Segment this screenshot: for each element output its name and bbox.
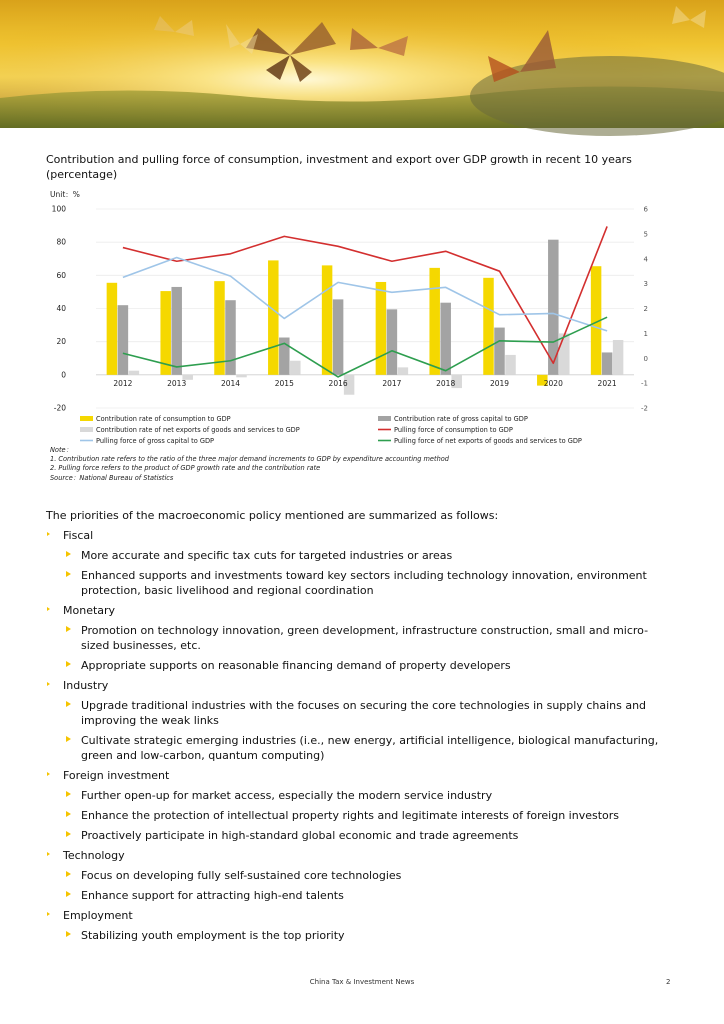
category-industry [46, 678, 676, 693]
x-axis-tick-label: 2015 [274, 378, 294, 388]
list-item: Enhanced supports and investments toward key sectors including technology innovation, environment protection, basic livelihood and regional coordination [46, 568, 676, 598]
left-axis-tick-label: 100 [51, 204, 66, 214]
bar [613, 340, 624, 375]
bullet-icon [47, 607, 50, 611]
arrow-bullet-icon [66, 626, 71, 632]
legend-label: Contribution rate of consumption to GDP [96, 415, 231, 423]
bar [290, 361, 301, 375]
bar [494, 328, 505, 375]
series-line [123, 258, 607, 331]
arrow-bullet-icon [66, 661, 71, 667]
category-technology [46, 848, 676, 863]
bullet-icon [47, 772, 50, 776]
chart-bars [107, 240, 624, 395]
arrow-bullet-icon [66, 701, 71, 707]
chart-legend [80, 415, 582, 445]
arrow-bullet-icon [66, 811, 71, 817]
right-axis-tick-label: 1 [643, 329, 648, 338]
legend-swatch [378, 416, 391, 421]
left-axis-ticks [52, 205, 67, 413]
category-title: Employment [63, 909, 133, 922]
gdp-contribution-chart [44, 186, 648, 445]
bar [322, 265, 333, 374]
header-banner-image [0, 0, 724, 128]
list-item: More accurate and specific tax cuts for targeted industries or areas [46, 548, 676, 563]
legend-label: Pulling force of net exports of goods and services to GDP [394, 437, 582, 445]
category-title: Technology [63, 849, 125, 862]
category-title: Fiscal [63, 529, 94, 542]
list-item: Stabilizing youth employment is the top priority [46, 928, 676, 943]
bar [107, 283, 118, 375]
chart-lines [123, 226, 607, 376]
category-foreign-investment [46, 768, 676, 783]
bar [171, 287, 182, 375]
chart-unit-label: Unit：% [50, 190, 80, 199]
list-item: Focus on developing fully self-sustained core technologies [46, 868, 676, 883]
legend-label: Contribution rate of gross capital to GDP [394, 415, 528, 423]
series-line [123, 226, 607, 363]
legend-swatch [80, 416, 93, 421]
bar [129, 371, 140, 375]
arrow-bullet-icon [66, 551, 71, 557]
right-axis-tick-label: 5 [643, 230, 648, 239]
bar [333, 299, 344, 374]
legend-label: Pulling force of consumption to GDP [394, 426, 513, 434]
x-axis-tick-label: 2012 [113, 378, 133, 388]
arrow-bullet-icon [66, 931, 71, 937]
priorities-intro: The priorities of the macroeconomic policy mentioned are summarized as follows: [46, 509, 499, 522]
list-item: Appropriate supports on reasonable financing demand of property developers [46, 658, 676, 673]
right-axis-tick-label: -2 [641, 404, 648, 413]
left-axis-tick-label: 0 [61, 370, 66, 380]
note-item: 1. Contribution rate refers to the ratio of the three major demand increments to GDP by expenditure accounting method [50, 455, 449, 464]
left-axis-tick-label: 60 [56, 270, 66, 280]
arrow-bullet-icon [66, 571, 71, 577]
category-title: Industry [63, 679, 109, 692]
x-axis-tick-label: 2016 [328, 378, 348, 388]
x-axis-tick-label: 2014 [220, 378, 241, 388]
category-title: Foreign investment [63, 769, 170, 782]
left-axis-tick-label: -20 [53, 403, 66, 413]
chart-title: Contribution and pulling force of consumption, investment and export over GDP growth in recent 10 years (percentage) [46, 153, 632, 181]
bar [483, 278, 494, 375]
legend-label: Pulling force of gross capital to GDP [96, 437, 215, 445]
category-title: Monetary [63, 604, 116, 617]
bullet-icon [47, 852, 50, 856]
bar [268, 260, 279, 374]
arrow-bullet-icon [66, 891, 71, 897]
list-item: Enhance support for attracting high-end talents [46, 888, 676, 903]
list-item: Cultivate strategic emerging industries (i.e., new energy, artificial intelligence, biological manufacturing, green and low-carbon, quantum computing) [46, 733, 676, 763]
bullet-icon [47, 532, 50, 536]
bar [429, 268, 440, 375]
bar [160, 291, 171, 375]
list-item: Proactively participate in high-standard global economic and trade agreements [46, 828, 676, 843]
bar [398, 367, 409, 374]
bar [376, 282, 387, 375]
list-item: Upgrade traditional industries with the focuses on securing the core technologies in supply chains and improving the weak links [46, 698, 676, 728]
priorities-section [46, 508, 676, 948]
bullet-icon [47, 912, 50, 916]
x-axis-tick-label: 2018 [436, 378, 456, 388]
right-axis-tick-label: 3 [643, 280, 648, 289]
x-axis-tick-label: 2020 [543, 378, 563, 388]
bar [225, 300, 236, 375]
butterflies-sunset-illustration [0, 0, 724, 128]
list-item: Further open-up for market access, especially the modern service industry [46, 788, 676, 803]
footer-publication: China Tax & Investment News [309, 978, 415, 986]
page-number: 2 [666, 978, 671, 986]
arrow-bullet-icon [66, 791, 71, 797]
right-axis-ticks [641, 206, 649, 413]
category-monetary [46, 603, 676, 618]
arrow-bullet-icon [66, 871, 71, 877]
bar [505, 355, 516, 375]
bar [118, 305, 128, 375]
bar [236, 375, 247, 377]
left-axis-tick-label: 80 [56, 237, 66, 247]
chart-notes [50, 446, 650, 483]
notes-label: Note： [50, 446, 73, 454]
bar [387, 309, 398, 375]
list-item: Enhance the protection of intellectual property rights and legitimate interests of foreign investors [46, 808, 676, 823]
left-axis-tick-label: 20 [56, 337, 66, 347]
bar [440, 303, 451, 375]
category-fiscal [46, 528, 676, 543]
legend-swatch [80, 427, 93, 432]
series-line [123, 317, 607, 377]
category-employment [46, 908, 676, 923]
source-note: Source：National Bureau of Statistics [50, 473, 174, 482]
arrow-bullet-icon [66, 736, 71, 742]
right-axis-tick-label: -1 [641, 379, 648, 388]
list-item: Promotion on technology innovation, green development, infrastructure construction, small and micro-sized businesses, etc. [46, 623, 676, 653]
bar [559, 333, 570, 374]
legend-label: Contribution rate of net exports of goods and services to GDP [96, 426, 300, 434]
x-axis-tick-label: 2019 [489, 378, 510, 388]
x-axis-tick-label: 2013 [167, 378, 187, 388]
bar [602, 352, 613, 374]
note-item: 2. Pulling force refers to the product of GDP growth rate and the contribution rate [50, 464, 321, 473]
x-axis-tick-label: 2021 [597, 378, 617, 388]
x-axis-tick-label: 2017 [382, 378, 402, 388]
arrow-bullet-icon [66, 831, 71, 837]
left-axis-tick-label: 40 [56, 304, 66, 313]
bullet-icon [47, 682, 50, 686]
right-axis-tick-label: 4 [643, 255, 648, 264]
right-axis-tick-label: 2 [643, 305, 648, 313]
right-axis-tick-label: 0 [643, 354, 648, 363]
right-axis-tick-label: 6 [643, 205, 648, 214]
